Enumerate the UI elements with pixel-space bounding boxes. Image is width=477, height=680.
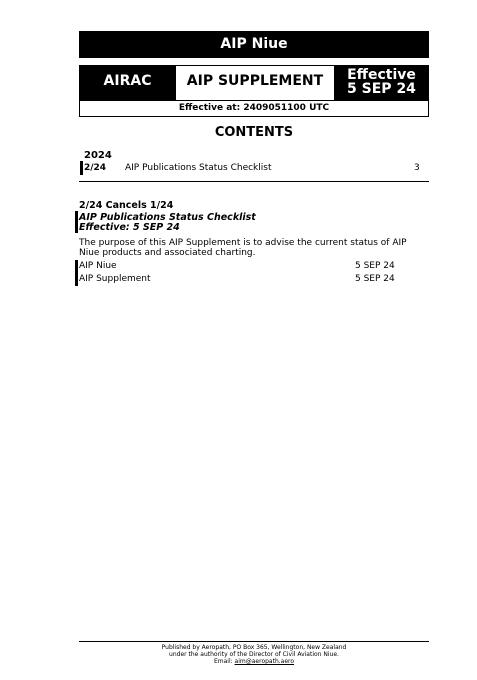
supplement-heading: 2/24 Cancels 1/24	[79, 200, 174, 211]
footer-email-link[interactable]: aim@aeropath.aero	[234, 658, 295, 665]
footer-rule	[79, 641, 429, 642]
effective-label: Effective	[347, 67, 416, 83]
status-item-name: AIP Supplement	[79, 274, 151, 284]
contents-entry-page: 3	[414, 163, 420, 173]
header-box	[79, 65, 429, 117]
effective-block	[335, 66, 428, 100]
supplement-purpose: The purpose of this AIP Supplement is to advise the current status of AIP Niue products and associated charting.	[79, 238, 407, 258]
status-item-date: 5 SEP 24	[355, 274, 395, 284]
footer-publisher: Published by Aeropath, PO Box 365, Wellington, New Zealand	[161, 644, 347, 651]
status-item-name: AIP Niue	[79, 261, 117, 271]
divider	[79, 181, 429, 182]
contents-entry-number: 2/24	[84, 163, 107, 173]
supplement-effective: Effective: 5 SEP 24	[79, 222, 180, 233]
supplement-subtitle: AIP Publications Status Checklist	[79, 212, 256, 223]
footer-authority: under the authority of the Director of Civil Aviation Niue.	[169, 651, 339, 658]
footer-email-label: Email:	[213, 658, 235, 665]
footer	[79, 644, 429, 665]
page-title: AIP Niue	[79, 31, 429, 58]
change-bar	[75, 211, 78, 233]
change-bar	[75, 260, 78, 286]
contents-entry-title[interactable]: AIP Publications Status Checklist	[125, 163, 272, 173]
footer-email-line	[79, 658, 429, 665]
effective-date: 5 SEP 24	[347, 81, 416, 97]
status-item-date: 5 SEP 24	[355, 261, 395, 271]
supplement-label: AIP SUPPLEMENT	[175, 66, 335, 100]
contents-year: 2024	[84, 150, 112, 161]
contents-heading: CONTENTS	[214, 125, 294, 140]
airac-label: AIRAC	[80, 66, 175, 100]
effective-at: Effective at: 2409051100 UTC	[80, 100, 428, 116]
change-bar	[80, 161, 83, 175]
